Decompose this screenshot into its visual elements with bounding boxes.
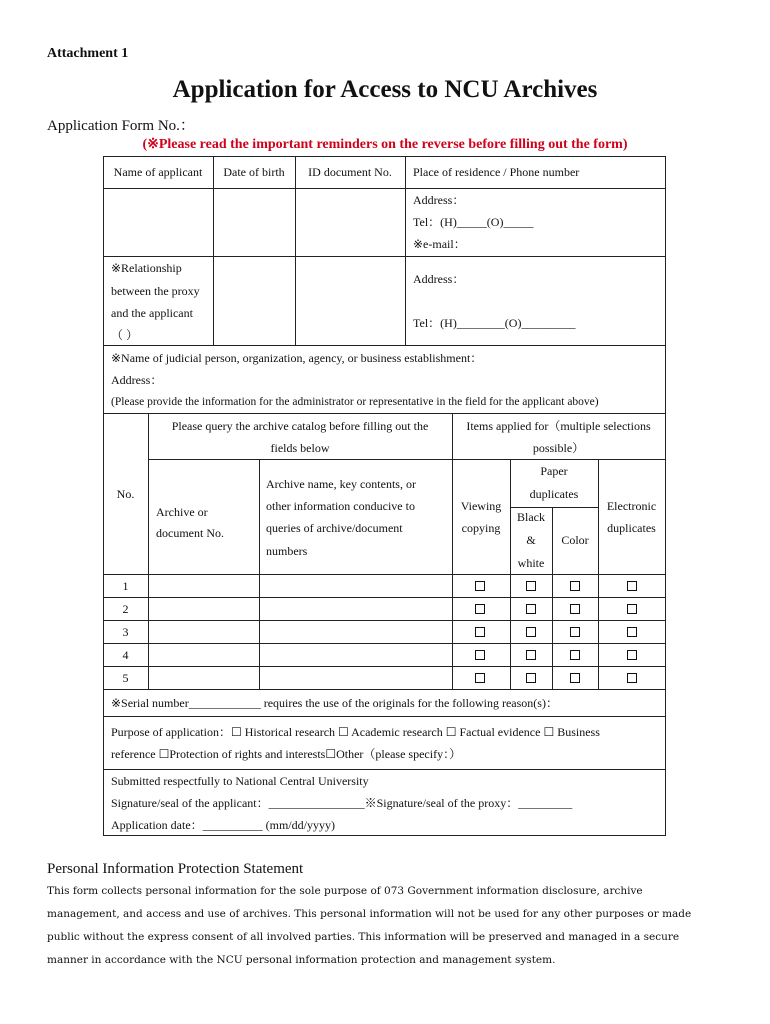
electronic-checkbox[interactable] <box>627 581 637 591</box>
color-checkbox[interactable] <box>570 673 580 683</box>
relationship-label-1: ※Relationship <box>111 261 182 275</box>
page-title: Application for Access to NCU Archives <box>172 76 598 103</box>
col-no: No. <box>116 487 135 501</box>
serial-number-field[interactable]: ※Serial number____________ requires the use of the originals for the following reason(s)： <box>111 696 558 710</box>
bw-checkbox[interactable] <box>526 604 536 614</box>
viewing-checkbox[interactable] <box>475 627 485 637</box>
col-archive-name-2: other information conducive to <box>266 499 415 513</box>
proxy-address-field[interactable]: Address： <box>413 272 465 286</box>
col-electronic-1: Electronic <box>606 499 657 513</box>
applicant-id-input[interactable] <box>296 189 404 255</box>
proxy-id-input[interactable] <box>296 257 404 344</box>
color-checkbox[interactable] <box>570 627 580 637</box>
row-number: 3 <box>122 625 129 639</box>
bw-checkbox[interactable] <box>526 673 536 683</box>
privacy-title: Personal Information Protection Statement <box>47 861 304 877</box>
submission-line: Submitted respectfully to National Central University <box>111 774 369 788</box>
color-checkbox[interactable] <box>570 581 580 591</box>
color-checkbox[interactable] <box>570 650 580 660</box>
col-bw-2: & <box>526 533 536 547</box>
electronic-checkbox[interactable] <box>627 673 637 683</box>
applicant-dob-input[interactable] <box>214 189 294 255</box>
query-note-2: fields below <box>270 441 330 455</box>
col-bw-1: Black <box>517 510 545 524</box>
color-checkbox[interactable] <box>570 604 580 614</box>
org-address-field[interactable]: Address： <box>111 373 163 387</box>
org-name-field[interactable]: ※Name of judicial person, organization, agency, or business establishment： <box>111 351 483 365</box>
relationship-input[interactable]: （ ） <box>111 328 139 342</box>
col-electronic-2: duplicates <box>607 521 656 535</box>
row-number: 5 <box>122 671 129 685</box>
electronic-checkbox[interactable] <box>627 650 637 660</box>
col-bw-3: white <box>517 556 545 570</box>
proxy-tel-field[interactable]: Tel：(H)________(O)_________ <box>413 316 576 330</box>
relationship-label-3: and the applicant <box>111 306 193 320</box>
col-name-of-applicant: Name of applicant <box>113 165 203 179</box>
viewing-checkbox[interactable] <box>475 581 485 591</box>
relationship-label-2: between the proxy <box>111 284 200 298</box>
row-number: 2 <box>122 602 129 616</box>
electronic-checkbox[interactable] <box>627 627 637 637</box>
org-note: (Please provide the information for the administrator or representative in the field for the applicant above) <box>111 396 599 408</box>
purpose-options-line2[interactable]: reference ☐Protection of rights and interests☐Other（please specify：） <box>111 747 462 761</box>
bw-checkbox[interactable] <box>526 581 536 591</box>
col-paper-2: duplicates <box>529 487 579 501</box>
privacy-body: This form collects personal information for the sole purpose of 073 Government information disclosure, archive management, and access and use of archives. This personal information will not be used for any other purposes or made public without the express consent of all involved parties. This information will be preserved and managed in a secure manner in accordance with the NCU personal information protection and management system. <box>47 885 692 966</box>
bw-checkbox[interactable] <box>526 650 536 660</box>
col-date-of-birth: Date of birth <box>223 165 285 179</box>
col-archive-name-3: queries of archive/document <box>266 521 403 535</box>
items-applied-2: possible） <box>532 441 585 455</box>
col-archive-no-1: Archive or <box>156 505 208 519</box>
col-color: Color <box>561 533 589 547</box>
proxy-dob-input[interactable] <box>214 257 294 344</box>
applicant-address-field[interactable]: Address： <box>413 193 465 207</box>
col-viewing-2: copying <box>461 521 501 535</box>
col-viewing-1: Viewing <box>460 499 502 513</box>
viewing-checkbox[interactable] <box>475 650 485 660</box>
reminder-note: (※Please read the important reminders on the reverse before filling out the form) <box>142 137 628 152</box>
applicant-email-field[interactable]: ※e-mail： <box>413 237 466 251</box>
application-date-field[interactable]: Application date：__________ (mm/dd/yyyy) <box>111 818 335 832</box>
col-archive-name-4: numbers <box>266 544 308 558</box>
items-applied-1: Items applied for（multiple selections <box>466 419 651 433</box>
viewing-checkbox[interactable] <box>475 604 485 614</box>
col-id-document: ID document No. <box>308 165 392 179</box>
bw-checkbox[interactable] <box>526 627 536 637</box>
purpose-options-line1[interactable]: Purpose of application：☐ Historical research ☐ Academic research ☐ Factual evidence ☐ Business <box>111 725 600 739</box>
viewing-checkbox[interactable] <box>475 673 485 683</box>
signature-field[interactable]: Signature/seal of the applicant：________________※Signature/seal of the proxy：_________ <box>111 796 573 810</box>
col-paper-1: Paper <box>540 464 568 478</box>
electronic-checkbox[interactable] <box>627 604 637 614</box>
attachment-label: Attachment 1 <box>47 46 129 61</box>
col-archive-name-1: Archive name, key contents, or <box>266 477 416 491</box>
query-note-1: Please query the archive catalog before filling out the <box>171 419 429 433</box>
col-archive-no-2: document No. <box>156 526 224 540</box>
row-number: 4 <box>122 648 129 662</box>
form-number-field[interactable]: Application Form No.： <box>47 118 195 134</box>
row-number: 1 <box>122 579 129 593</box>
applicant-name-input[interactable] <box>104 189 212 255</box>
applicant-tel-field[interactable]: Tel：(H)_____(O)_____ <box>413 215 534 229</box>
col-place-of-residence: Place of residence / Phone number <box>413 165 580 179</box>
